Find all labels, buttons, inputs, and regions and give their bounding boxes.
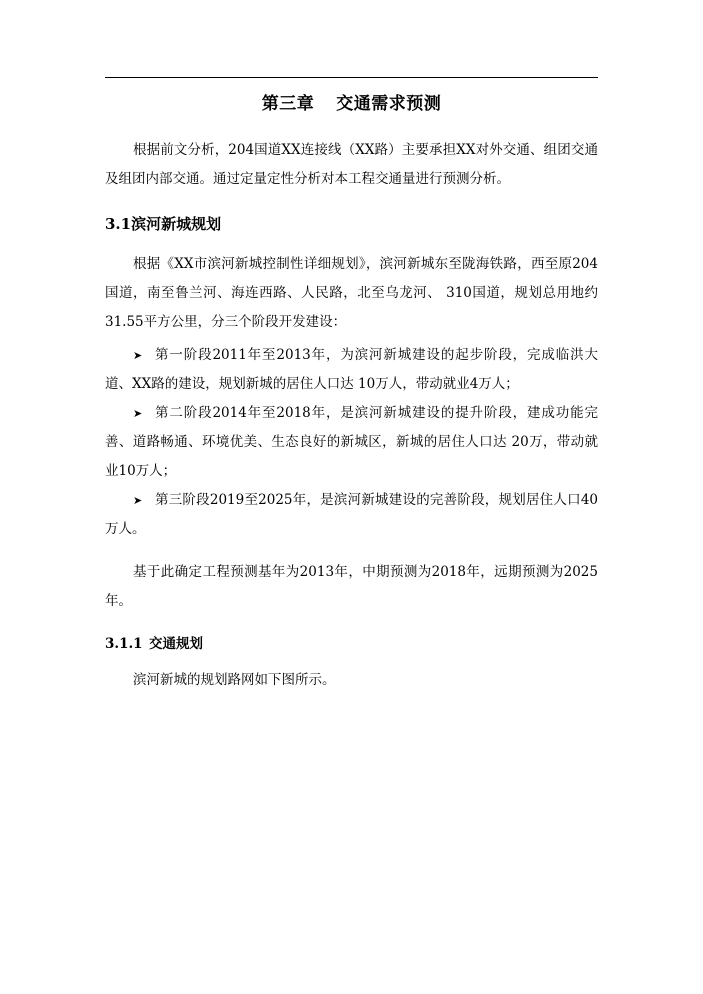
section-3-1-1-paragraph: 滨河新城的规划路网如下图所示。	[133, 672, 336, 688]
intro-paragraph: 根据前文分析，204国道XX连接线（XX路）主要承担XX对外交通、组团交通及组团内部交通。通过定量定性分析对本工程交通量进行预测分析。	[105, 142, 598, 187]
conclusion-paragraph: 基于此确定工程预测基年为2013年，中期预测为2018年，远期预测为2025年。	[105, 564, 598, 609]
chapter-title	[105, 92, 598, 116]
arrowhead-bullet-icon: ➤	[133, 407, 143, 420]
subsection-number: 3.1.1	[105, 636, 143, 652]
section-3-1-paragraph: 根据《XX市滨河新城控制性详细规划》，滨河新城东至陇海铁路，西至原204国道，南至鲁兰河、海连西路、人民路，北至乌龙河、 310国道，规划总用地约 31.55平方公里，分三个阶段开发建设：	[105, 256, 598, 330]
arrowhead-bullet-icon: ➤	[133, 349, 143, 362]
section-3-1-1-heading	[105, 632, 598, 656]
section-number: 3.1	[105, 215, 132, 233]
section-title: 滨河新城规划	[131, 215, 222, 233]
arrowhead-bullet-icon: ➤	[133, 494, 143, 507]
document-page	[105, 92, 598, 695]
phase-text: 第二阶段2014年至2018年，是滨河新城建设的提升阶段，建成功能完善、道路畅通、环境优美、生态良好的新城区，新城的居住人口达 20万，带动就业10万人；	[105, 405, 598, 479]
list-item	[105, 399, 598, 486]
chapter-number: 第三章	[261, 94, 315, 114]
section-3-1-heading	[105, 212, 598, 236]
subsection-title: 交通规划	[149, 636, 203, 652]
phase-text: 第一阶段2011年至2013年，为滨河新城建设的起步阶段，完成临洪大道、XX路的建设，规划新城的居住人口达 10万人，带动就业4万人；	[105, 347, 598, 392]
header-rule	[105, 77, 598, 78]
phase-list	[105, 341, 598, 544]
chapter-name: 交通需求预测	[336, 94, 442, 114]
list-item	[105, 341, 598, 399]
phase-text: 第三阶段2019至2025年，是滨河新城建设的完善阶段，规划居住人口40万人。	[105, 492, 598, 537]
list-item	[105, 486, 598, 544]
